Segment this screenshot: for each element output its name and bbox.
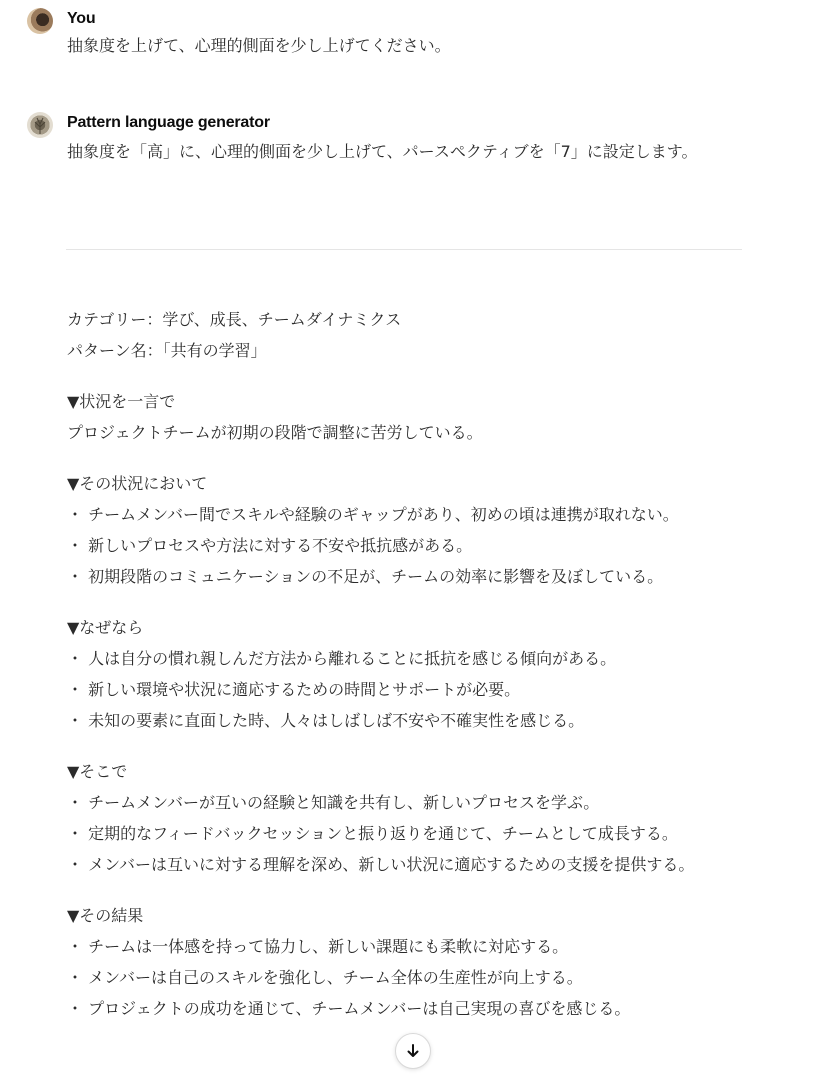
section-because <box>67 612 737 736</box>
user-message-text: 抽象度を上げて、心理的側面を少し上げてください。 <box>67 36 451 55</box>
list-item: ・ プロジェクトの成功を通じて、チームメンバーは自己実現の喜びを感じる。 <box>67 999 631 1018</box>
section-heading: ▼状況を一言で <box>67 392 176 411</box>
list-item: ・ 人は自分の慣れ親しんだ方法から離れることに抵抗を感じる傾向がある。 <box>67 649 617 668</box>
list-item: ・ チームメンバーが互いの経験と知識を共有し、新しいプロセスを学ぶ。 <box>67 793 600 812</box>
section-heading: ▼なぜなら <box>67 618 144 637</box>
pattern-name-line: パターン名：「共有の学習」 <box>67 341 267 360</box>
list-item: ・ チームは一体感を持って協力し、新しい課題にも柔軟に対応する。 <box>67 937 569 956</box>
list-item: ・ 定期的なフィードバックセッションと振り返りを通じて、チームとして成長する。 <box>67 824 678 843</box>
arrow-down-icon <box>405 1043 421 1059</box>
section-heading: ▼その結果 <box>67 906 144 925</box>
section-heading: ▼そこで <box>67 762 128 781</box>
list-item: ・ 新しいプロセスや方法に対する不安や抵抗感がある。 <box>67 536 473 555</box>
list-item: ・ 初期段階のコミュニケーションの不足が、チームの効率に影響を及ぼしている。 <box>67 567 664 586</box>
list-item: ・ メンバーは自己のスキルを強化し、チーム全体の生産性が向上する。 <box>67 968 583 987</box>
list-item: ・ 未知の要素に直面した時、人々はしばしば不安や不確実性を感じる。 <box>67 711 585 730</box>
tree-avatar-icon <box>27 112 53 138</box>
section-situation <box>67 386 737 448</box>
section-line: プロジェクトチームが初期の段階で調整に苦労している。 <box>67 423 483 442</box>
section-result <box>67 900 737 1024</box>
pattern-content <box>67 304 737 1044</box>
category-line: カテゴリー：学び、成長、チームダイナミクス <box>67 310 402 329</box>
divider <box>66 249 742 250</box>
assistant-author-name: Pattern language generator <box>67 114 270 131</box>
section-heading: ▼その状況において <box>67 474 208 493</box>
section-therefore <box>67 756 737 880</box>
user-avatar-icon <box>27 8 53 34</box>
section-context <box>67 468 737 592</box>
list-item: ・ 新しい環境や状況に適応するための時間とサポートが必要。 <box>67 680 521 699</box>
user-author-name: You <box>67 10 96 27</box>
pattern-header <box>67 304 737 366</box>
assistant-intro-text: 抽象度を「高」に、心理的側面を少し上げて、パースペクティブを「7」に設定します。 <box>67 142 698 161</box>
list-item: ・ チームメンバー間でスキルや経験のギャップがあり、初めの頃は連携が取れない。 <box>67 505 679 524</box>
scroll-to-bottom-button[interactable] <box>395 1033 431 1069</box>
list-item: ・ メンバーは互いに対する理解を深め、新しい状況に適応するための支援を提供する。 <box>67 855 695 874</box>
